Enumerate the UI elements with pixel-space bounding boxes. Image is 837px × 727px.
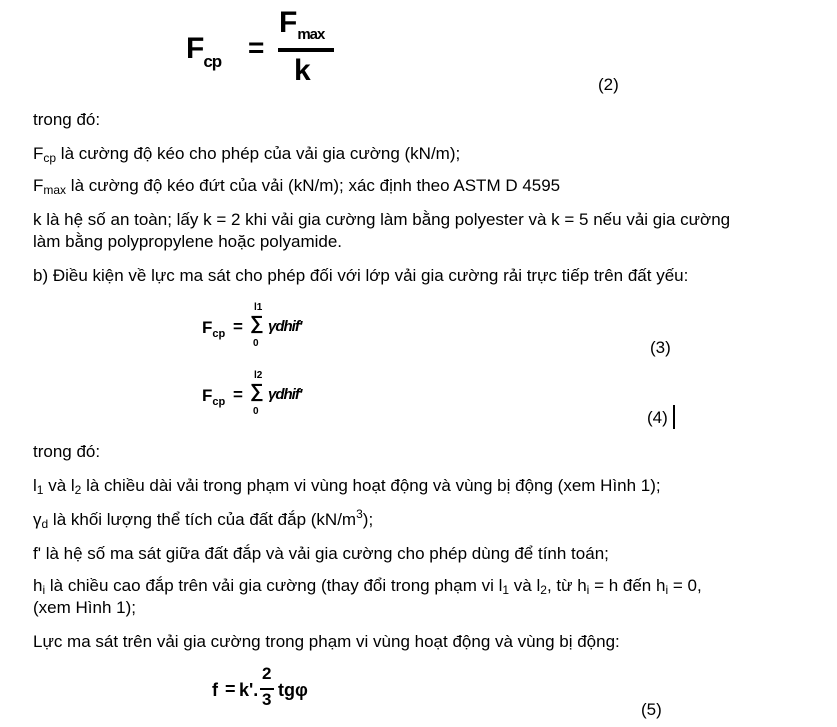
equation-3: [202, 302, 332, 354]
eq2-lhs: $F_{cp}$: [186, 32, 222, 71]
eq2-fraction-bar: [278, 48, 334, 52]
eq3-sum-upper: l1: [254, 302, 263, 313]
equation-number-3: (3): [650, 338, 671, 357]
eq4-term: γdhif': [268, 386, 302, 403]
eq5-func: tgφ: [278, 680, 308, 700]
definition-hi-line-2: (xem Hình 1);: [33, 598, 136, 617]
definition-hi-line-1: $h_i$ là chiều cao đắp trên vải gia cường (thay đổi trong phạm vi $l_1$ và $l_2$, từ $h_i = h$ đến $h_i = 0$,: [33, 576, 702, 597]
eq5-lhs: f: [212, 680, 218, 700]
eq5-equals: =: [225, 679, 236, 699]
definition-f-prime: f' là hệ số ma sát giữa đất đắp và vải gia cường cho phép dùng để tính toán;: [33, 544, 609, 563]
eq5-frac-den: 3: [262, 690, 272, 709]
eq3-sum-lower: 0: [253, 338, 259, 349]
eq3-lhs: $F_{cp}$: [202, 318, 226, 340]
eq2-denominator: k: [294, 54, 311, 87]
equation-number-4: (4): [647, 408, 668, 427]
eq4-sum-symbol: ∑: [250, 381, 264, 402]
text-cursor: [673, 405, 675, 429]
eq3-sum-symbol: ∑: [250, 313, 264, 334]
equation-5: [212, 664, 352, 724]
eq4-sum-lower: 0: [253, 406, 259, 417]
definition-fcp: $F_{cp}$ là cường độ kéo cho phép của vải gia cường (kN/m);: [33, 144, 461, 165]
equation-number-5: (5): [641, 700, 662, 719]
eq2-numerator: $F_{max}$: [279, 6, 325, 43]
eq4-sum-upper: l2: [254, 370, 263, 381]
eq2-equals: =: [248, 32, 265, 63]
equation-2: [186, 4, 346, 94]
eq3-term: γdhif': [268, 318, 302, 335]
condition-b: b) Điều kiện về lực ma sát cho phép đối với lớp vải gia cường rải trực tiếp trên đất yếu:: [33, 266, 689, 285]
equation-4: [202, 370, 332, 422]
friction-heading: Lực ma sát trên vải gia cường trong phạm vi vùng hoạt động và vùng bị động:: [33, 632, 620, 651]
definition-k-line-2: làm bằng polypropylene hoặc polyamide.: [33, 232, 343, 251]
equation-number-2: (2): [598, 75, 619, 94]
eq5-frac-num: 2: [262, 664, 272, 683]
definition-gamma-d: $\gamma_d$ là khối lượng thể tích của đất đắp $(kN/m^3)$;: [33, 507, 374, 531]
eq4-equals: =: [233, 385, 243, 404]
definition-k-line-1: k là hệ số an toàn; lấy k = 2 khi vải gia cường làm bằng polyester và k = 5 nếu vải gia cường: [33, 210, 731, 229]
eq5-coef: k'.: [239, 680, 259, 700]
eq4-lhs: $F_{cp}$: [202, 386, 226, 408]
definition-fmax: $F_{max}$ là cường độ kéo đứt của vải (kN/m); xác định theo ASTM D 4595: [33, 176, 561, 197]
trong-do-heading-2: trong đó:: [33, 442, 101, 461]
eq3-equals: =: [233, 317, 243, 336]
definition-l1-l2: $l_1$ và $l_2$ là chiều dài vải trong phạm vi vùng hoạt động và vùng bị động (xem Hình 1);: [33, 476, 661, 497]
trong-do-heading-1: trong đó:: [33, 110, 101, 129]
